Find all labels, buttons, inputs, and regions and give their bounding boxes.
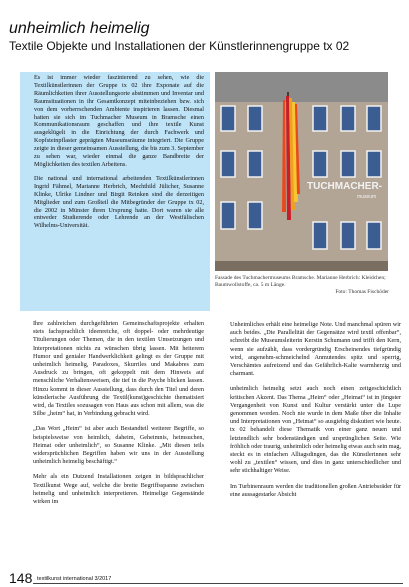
body-column-2 <box>230 321 401 506</box>
article-kicker: unheimlich heimelig <box>9 20 150 37</box>
photo-credit: Foto: Thomas Fischöder <box>335 288 389 295</box>
caption-text: Fassade des Tuchmachermuseums Bramsche. Marianne Herbrich: Kleidchen; Baumwollstoffe, ca. 5 m Länge. <box>215 275 386 288</box>
publication-source: textilkunst international 3/2017 <box>37 576 112 582</box>
column1-paragraph-2: „Das Wort „Heim“ ist aber auch Bestandteil weiterer Begriffe, so beispielsweise von heimlich, daheim, Geheimnis, heimsuchen, Heimat oder unheimlich“, so Susanne Klinke. „Mit diesen teils widersprüchlichen Begriffen haben wir uns in der Ausstellung unheimlich heimelig beschäftigt.“ <box>33 425 204 466</box>
column2-paragraph-2: unheimlich heimelig setzt auch noch einen zeitgeschichtlich kritischen Akzent. Das Thema „Heim“ oder „Heimat“ ist in jüngster Vergangenheit von Kunst und Kultur verstärkt unter die Lupe genommen worden. Noch nie wurde in dem Maße über die Inhalte und Interpretationen von „Heimat“ so ausgiebig diskutiert wie heute. tx 02 behandelt diese Thematik von einer ganz neuen und letztendlich sehr bodenständigen und ursprünglichen Seite. Wie fröhlich oder traurig, unheimlich oder heimelig etwas auch sein mag, steckt es in einfachen Alltagsdingen, das die Künstlerinnen sehr wohl zu „textilen“ wissen, und dies in ganz unterschiedlicher und sehr stichhaltiger Weise. <box>230 385 401 475</box>
column2-paragraph-1: Unheimliches erhält eine heimelige Note. Und manchmal spüren wir auch beides. „Die Parallelität der Gegensätze wird textil offenbar“, schreibt die Museumsleiterin Kerstin Schumann und trifft den Kern, wenn sie aufzählt, dass vordergründig Erscheinendes tiefgründig wird, angenehm-schmeichelnd Anmutendes spitz und sperrig, Verschämtes aufreizend und das Gefährlich-Kalte warmherzig und charmant. <box>230 321 401 378</box>
lead-paragraph-1: Es ist immer wieder faszinierend zu sehen, wie die Textilkünstlerinnen der Gruppe tx 02 ihre Exponate auf die Räumlichkeiten ihrer Ausstellungsorte abstimmen und Inventar und Raumsituationen in ihr Gesamtkonzept miteinbeziehen bzw. sich von dem vorherrschenden Ambiente inspirieren lassen. Diesmal hatten sie sich im Tuchmacher Museum in Bramsche einen Kommunikationsraum geschaffen und ihre textile Kunst ausgeklügelt in die Einrichtung der durch Fachwerk und Kopfsteinpflaster geprägten Museumsräume integriert. Die Gruppe zeigte in dieser gemeinsamen Ausstellung, die bis zum 3. September zu sehen war, wieder einmal die ganze Bandbreite der Möglichkeiten des textilen Arbeitens. <box>34 74 204 168</box>
body-column-1 <box>33 320 204 513</box>
museum-facade-photo <box>215 72 388 271</box>
facade-illustration <box>215 72 388 271</box>
column1-paragraph-1: Ihre zahlreichen durchgeführten Gemeinschaftsprojekte erhalten stets fachsprachlich ideenreiche, oft doppel- oder mehrdeutige Titulierungen oder Themen, die in den textilen Umsetzungen und Interpretationen nichts zu wünschen übrig lassen. Mit heiterem Humor und genialer Handwerklichkeit gelingt es der Gruppe mit unheimlich heimelig, Paradoxes, Skurriles und Makabres zum Ausdruck zu bringen, oft gekoppelt mit dem Hinweis auf menschliche Verhaltensweisen, die tief in die Psyche blicken lassen. Hinzu kommt in dieser Ausstellung, dass durch den Titel und deren künstlerische Ausführung die Textil(kunst)geschichte thematisiert wird, da Textiles sozusagen von Haus aus schon mit allem, was die Silbe „heim“ hat, in Verbindung gebracht wird. <box>33 320 204 418</box>
column1-paragraph-3: Mehr als ein Dutzend Installationen zeigen in bildsprachlicher Textilkunst Wege auf, welche die breite Begriffsspanne zwischen heimelig und unheimlich interpretieren. Heimelige Gegenstände wirken im <box>33 473 204 506</box>
museum-sign: TUCHMACHER- <box>307 181 382 192</box>
footer-divider <box>33 583 403 584</box>
lead-text <box>34 74 204 236</box>
lead-paragraph-2: Die national und international arbeitenden Textilkünstlerinnen Ingrid Fähmel, Marianne Herbrich, Mechthild Jülicher, Susanne Klinke, Ulrike Lindner und Birgit Reinken sind die derzeitigen Mitglieder und zum Großteil die Mitbegründer der Gruppe tx 02, die 2002 in Münster ihren Ursprung hatte. Dort waren sie alle entweder Studierende oder Lehrende an der Westfälischen Wilhelms-Universität. <box>34 174 204 230</box>
column2-paragraph-3: Im Turbinenraum werden die traditionellen großen Antriebsräder für eine aussagestarke Absicht <box>230 482 401 498</box>
page-number: 148 <box>9 570 33 586</box>
photo-caption <box>215 275 389 295</box>
article-title: Textile Objekte und Installationen der Künstlerinnengruppe tx 02 <box>9 39 350 53</box>
museum-sign-small: museum <box>357 194 377 200</box>
